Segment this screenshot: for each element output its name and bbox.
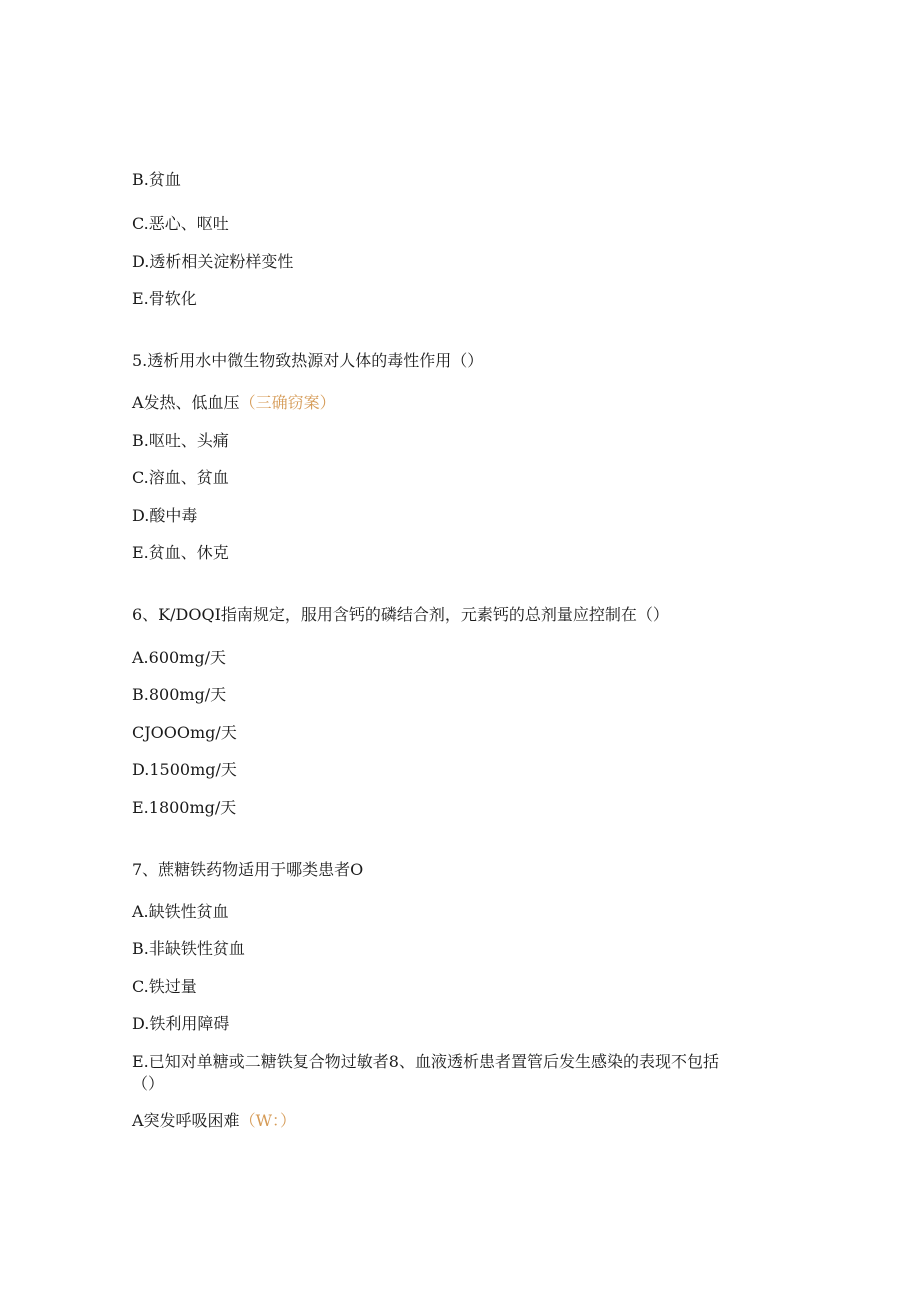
- option-text: A发热、低血压: [132, 393, 240, 412]
- question-7: 7、蔗糖铁药物适用于哪类患者O: [132, 860, 364, 879]
- option-b-q4: B.贫血: [132, 170, 181, 189]
- option-a-q6: A.600mg∕天: [132, 648, 226, 667]
- question-8-paren: （）: [132, 1074, 165, 1093]
- option-e-q6: E.1800mg∕天: [132, 798, 237, 817]
- option-b-q5: B.呕吐、头痛: [132, 431, 229, 450]
- option-d-q4: D.透析相关淀粉样变性: [132, 252, 294, 271]
- option-a-q8: [132, 1111, 296, 1131]
- option-a-q7: A.缺铁性贫血: [132, 902, 229, 921]
- option-b-q7: B.非缺铁性贫血: [132, 939, 245, 958]
- option-d-q6: D.1500mg∕天: [132, 760, 237, 779]
- question-6: 6、K/DOQI指南规定，服用含钙的磷结合剂，元素钙的总剂量应控制在（）: [132, 605, 669, 624]
- option-e-q4: E.骨软化: [132, 289, 197, 308]
- answer-mark: （W：）: [239, 1111, 297, 1130]
- option-d-q7: D.铁利用障碍: [132, 1014, 230, 1033]
- answer-mark: （三确窃案）: [239, 393, 336, 412]
- option-e-q5: E.贫血、休克: [132, 543, 229, 562]
- option-d-q5: D.酸中毒: [132, 506, 198, 525]
- option-a-q5: [132, 393, 336, 413]
- option-e-q7-and-question-8: E.已知对单糖或二糖铁复合物过敏者8、血液透析患者置管后发生感染的表现不包括: [132, 1052, 719, 1071]
- option-c-q4: C.恶心、呕吐: [132, 214, 229, 233]
- option-text: A突发呼吸困难: [132, 1111, 240, 1130]
- option-b-q6: B.800mg∕天: [132, 685, 227, 704]
- option-c-q6: CJOOOmg∕天: [132, 723, 237, 742]
- question-5: 5.透析用水中微生物致热源对人体的毒性作用（）: [132, 351, 484, 370]
- option-c-q5: C.溶血、贫血: [132, 468, 229, 487]
- option-c-q7: C.铁过量: [132, 977, 197, 996]
